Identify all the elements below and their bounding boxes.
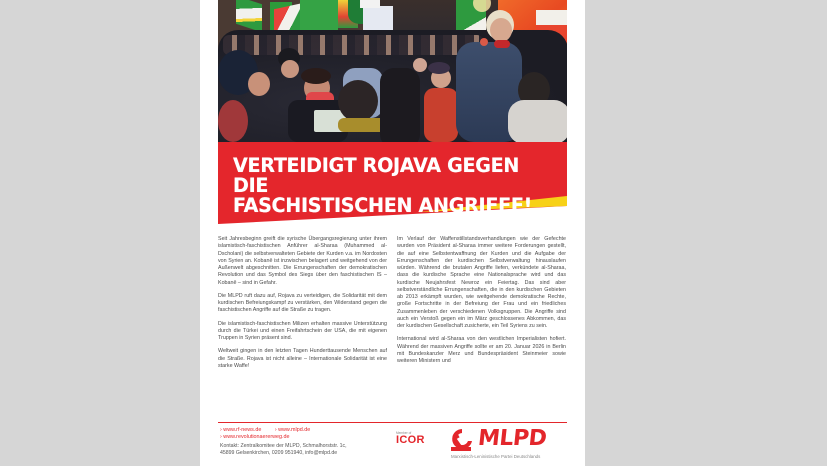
link-mlpd[interactable]: › www.mlpd.de — [274, 427, 311, 433]
link-rf-news[interactable]: › www.rf-news.de — [220, 427, 262, 433]
contact-line-1: Kontakt: Zentralkomitee der MLPD, Schmalhorststr. 1c, — [220, 443, 347, 449]
headline-line-1: VERTEIDIGT ROJAVA GEGEN DIE — [233, 154, 520, 197]
flyer-page — [200, 0, 585, 466]
footer-divider — [218, 422, 567, 423]
column-right — [397, 236, 566, 376]
mlpd-tagline: Marxistisch-Leninistische Partei Deutschlands — [451, 454, 541, 459]
article-body — [218, 236, 567, 376]
contact-line-2: 45899 Gelsenkirchen, 0209 951940, info@mlpd.de — [220, 450, 338, 456]
headline-banner — [218, 142, 567, 224]
link-revolutionaerer-weg[interactable]: › www.revolutionaererweg.de — [220, 433, 290, 440]
footer-links — [220, 427, 322, 440]
icor-logo — [396, 431, 425, 446]
headline — [233, 156, 556, 216]
demonstration-photo — [218, 0, 567, 142]
protest-sign — [363, 6, 393, 30]
paragraph: International wird al-Sharaa von den westlichen Imperialisten hofiert. Während der massiven Angriffe sollte er am 20. Januar 2026 in Berlin mit Bundeskanzler Merz und Bundespräsident Steinmeier sowie weiteren Ministern und — [397, 336, 566, 364]
paragraph: Die MLPD ruft dazu auf, Rojava zu verteidigen, die Solidarität mit dem kurdischen Befreiungskampf zu verstärken, den Widerstand gegen die faschistischen Angriffe auf die Straße zu tragen. — [218, 292, 387, 314]
headline-line-2: FASCHISTISCHEN ANGRIFFE! — [233, 194, 533, 217]
contact-info — [220, 443, 390, 457]
mlpd-logo — [448, 426, 568, 464]
mlpd-wordmark: MLPD — [476, 426, 548, 451]
column-left — [218, 236, 387, 376]
paragraph: Die islamistisch-faschistischen Milizen erhalten massive Unterstützung durch die Türkei und einen Freifahrtschein der USA, die mit eigenen Truppen in Syrien präsent sind. — [218, 320, 387, 341]
paragraph: Im Verlauf der Waffenstillstandsverhandlungen wie der Gefechte wurden von Präsident al-Sharaa immer weitere Forderungen gestellt, die auf eine Selbstentwaffnung der Kurden und die Aufgabe der Errungenschaften der kurdischen Selbstverwaltung hinauslaufen würden. Während die brutalen Angriffe liefen, verkündete al-Sharaa, dass die kurdische Sprache eine Nationalsprache wird und das kurdische Neujahrsfest Newroz ein Feiertag. Das sind aber selbstverständliche Errungenschaften, die in den kurdischen Gebieten ab 2013 erkämpft wurden, wie weitgehende demokratische Rechte, große Fortschritte in der Befreiung der Frau und ein friedliches Zusammenleben der verschiedenen Volksgruppen. Die Angriffe sind auch ein Verstoß gegen ein im März geschlossenes Abkommen, das der kurdischen Gesellschaft zusicherte, ein Teil Syriens zu sein. — [397, 236, 566, 329]
icor-member-label: Member of — [396, 431, 412, 435]
icor-name: ICOR — [396, 434, 425, 446]
paragraph: Weltweit gingen in den letzten Tagen Hunderttausende Menschen auf die Straße. Rojava ist nicht alleine – Internationale Solidarität ist eine starke Waffe! — [218, 348, 387, 369]
hammer-sickle-icon — [448, 427, 476, 453]
paragraph: Seit Jahresbeginn greift die syrische Übergangsregierung unter ihrem islamistisch-faschistischen Anführer al-Sharaa (Muhammed al-Dscholani) die selbstverwalteten Gebiete der Kurden v.a. im Nordosten von Syrien an. Kobanê ist inzwischen belagert und weitgehend von der Außenwelt abgeschnitten. Die Errungenschaften der demokratischen Revolution und das Symbol des Siegs über den faschistischen IS – Kobanê – sind in Gefahr. — [218, 236, 387, 286]
